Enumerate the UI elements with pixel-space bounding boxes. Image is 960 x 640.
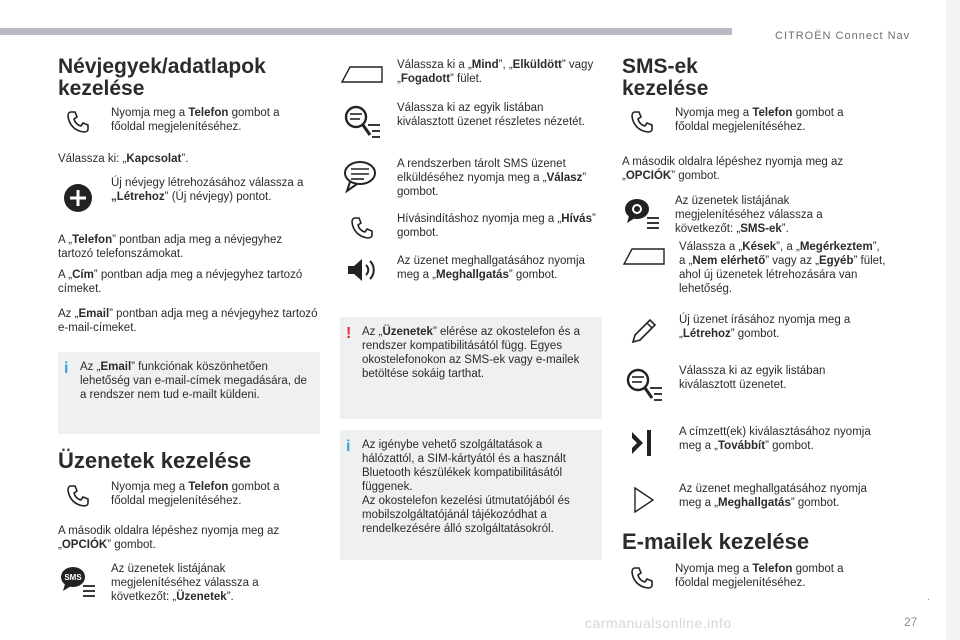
info-icon: i xyxy=(64,360,69,377)
select-contact-text: Válassza ki: „Kapcsolat”. xyxy=(58,153,189,165)
phone-icon xyxy=(622,106,662,138)
address-field-text: A „Cím” pontban adja meg a névjegyhez tartozó címeket. xyxy=(58,269,303,295)
search-list-icon xyxy=(622,364,666,408)
step-sms-list: Az üzenetek listájának megjelenítéséhez válassza a következőt: „SMS-ek”. xyxy=(622,194,875,236)
phone-icon xyxy=(622,562,662,594)
email-title: E-mailek kezelése xyxy=(622,529,810,554)
step-listen: Az üzenet meghallgatásához nyomja meg a „Meghallgatás” gombot. xyxy=(340,254,607,286)
phone-icon xyxy=(58,480,98,512)
watermark: carmanualsonline.info xyxy=(585,615,732,631)
step-phone-button: Nyomja meg a Telefon gombot a főoldal megjelenítéséhez. xyxy=(58,106,311,138)
email-info-note: i Az „Email” funkciónak köszönhetően lehetőség van e-mail-címek megadására, de a rendszer nem tud e-mailt küldeni. xyxy=(58,352,320,434)
page-number: 27 xyxy=(904,615,918,629)
reply-icon xyxy=(340,157,384,197)
sms-title: SMS-ek kezelése xyxy=(622,55,709,100)
step-select-message: Válassza ki az egyik listában kiválasztott üzenetet. xyxy=(622,364,879,408)
forward-icon xyxy=(622,425,666,461)
options-text: A második oldalra lépéshez nyomja meg az „OPCIÓK” gombot. xyxy=(622,156,844,182)
options-text: A második oldalra lépéshez nyomja meg az „OPCIÓK” gombot. xyxy=(58,525,280,551)
header-bar xyxy=(0,28,732,35)
messages-title: Üzenetek kezelése xyxy=(58,448,252,473)
step-listen-sms: Az üzenet meghallgatásához nyomja meg a „Meghallgatás” gombot. xyxy=(622,482,889,518)
sms-list-icon xyxy=(58,562,98,602)
warning-icon: ! xyxy=(346,325,352,342)
phone-icon xyxy=(58,106,98,138)
step-create-sms: Új üzenet írásához nyomja meg a „Létrehoz” gombot. xyxy=(622,313,879,349)
search-list-icon xyxy=(340,101,384,145)
contacts-title: Névjegyek/adatlapok kezelése xyxy=(58,55,266,100)
compatibility-warning: ! Az „Üzenetek” elérése az okostelefon és a rendszer kompatibilitásától függ. Egyes okostelefonokon az SMS-ek vagy e-mailek betöltése sokáig tarthat. xyxy=(340,317,602,419)
phone-icon xyxy=(340,212,384,244)
step-phone-button-3: Nyomja meg a Telefon gombot a főoldal megjelenítéséhez. xyxy=(622,106,875,138)
step-call: Hívásindításhoz nyomja meg a „Hívás” gombot. xyxy=(340,212,597,244)
step-phone-button-4: Nyomja meg a Telefon gombot a főoldal megjelenítéséhez. xyxy=(622,562,875,594)
step-detail-view: Válassza ki az egyik listában kiválasztott üzenet részletes nézetét. xyxy=(340,101,597,145)
step-messages-list: SMS Az üzenetek listájának megjelenítéséhez válassza a következőt: „Üzenetek”. xyxy=(58,562,311,604)
step-phone-button-2: Nyomja meg a Telefon gombot a főoldal megjelenítéséhez. xyxy=(58,480,311,512)
play-icon xyxy=(622,482,666,518)
brand-label: CITROËN Connect Nav xyxy=(775,30,911,42)
step-tabs: Válassza ki a „Mind”, „Elküldött” vagy „Fogadott” fület. xyxy=(340,58,597,90)
tab-icon xyxy=(340,58,384,90)
services-info-note: i Az igénybe vehető szolgáltatások a hálózattól, a SIM-kártyától és a használt Bluetooth készülékek kompatibilitásától függenek. Az okostelefon kezelési útmutatójából és mobilszolgáltatójánál tájékozódhat a rendelkezésére álló szolgáltatásokról. xyxy=(340,430,602,560)
svg-text:SMS: SMS xyxy=(64,573,82,582)
add-circle-icon xyxy=(58,176,98,220)
step-reply: A rendszerben tárolt SMS üzenet elküldéséhez nyomja meg a „Válasz” gombot. xyxy=(340,157,597,199)
email-field-text: Az „Email” pontban adja meg a névjegyhez tartozó e-mail-címeket. xyxy=(58,308,318,334)
sms-settings-icon xyxy=(622,194,662,234)
step-create-contact: Új névjegy létrehozásához válassza a „Létrehoz” (Új névjegy) pontot. xyxy=(58,176,311,220)
side-tab xyxy=(946,0,960,640)
step-forward: A címzett(ek) kiválasztásához nyomja meg a „Továbbít” gombot. xyxy=(622,425,879,461)
info-icon: i xyxy=(346,438,351,455)
side-marker: . xyxy=(926,591,930,603)
pencil-icon xyxy=(622,313,666,349)
step-sms-tabs: Válassza a „Kések”, a „Megérkeztem”, a „Nem elérhető” vagy az „Egyéb” fület, ahol új üzenetek létrehozására van lehetőség. xyxy=(622,240,889,296)
speaker-icon xyxy=(340,254,384,286)
phone-field-text: A „Telefon” pontban adja meg a névjegyhez tartozó telefonszámokat. xyxy=(58,234,283,260)
tab-icon xyxy=(622,240,666,272)
